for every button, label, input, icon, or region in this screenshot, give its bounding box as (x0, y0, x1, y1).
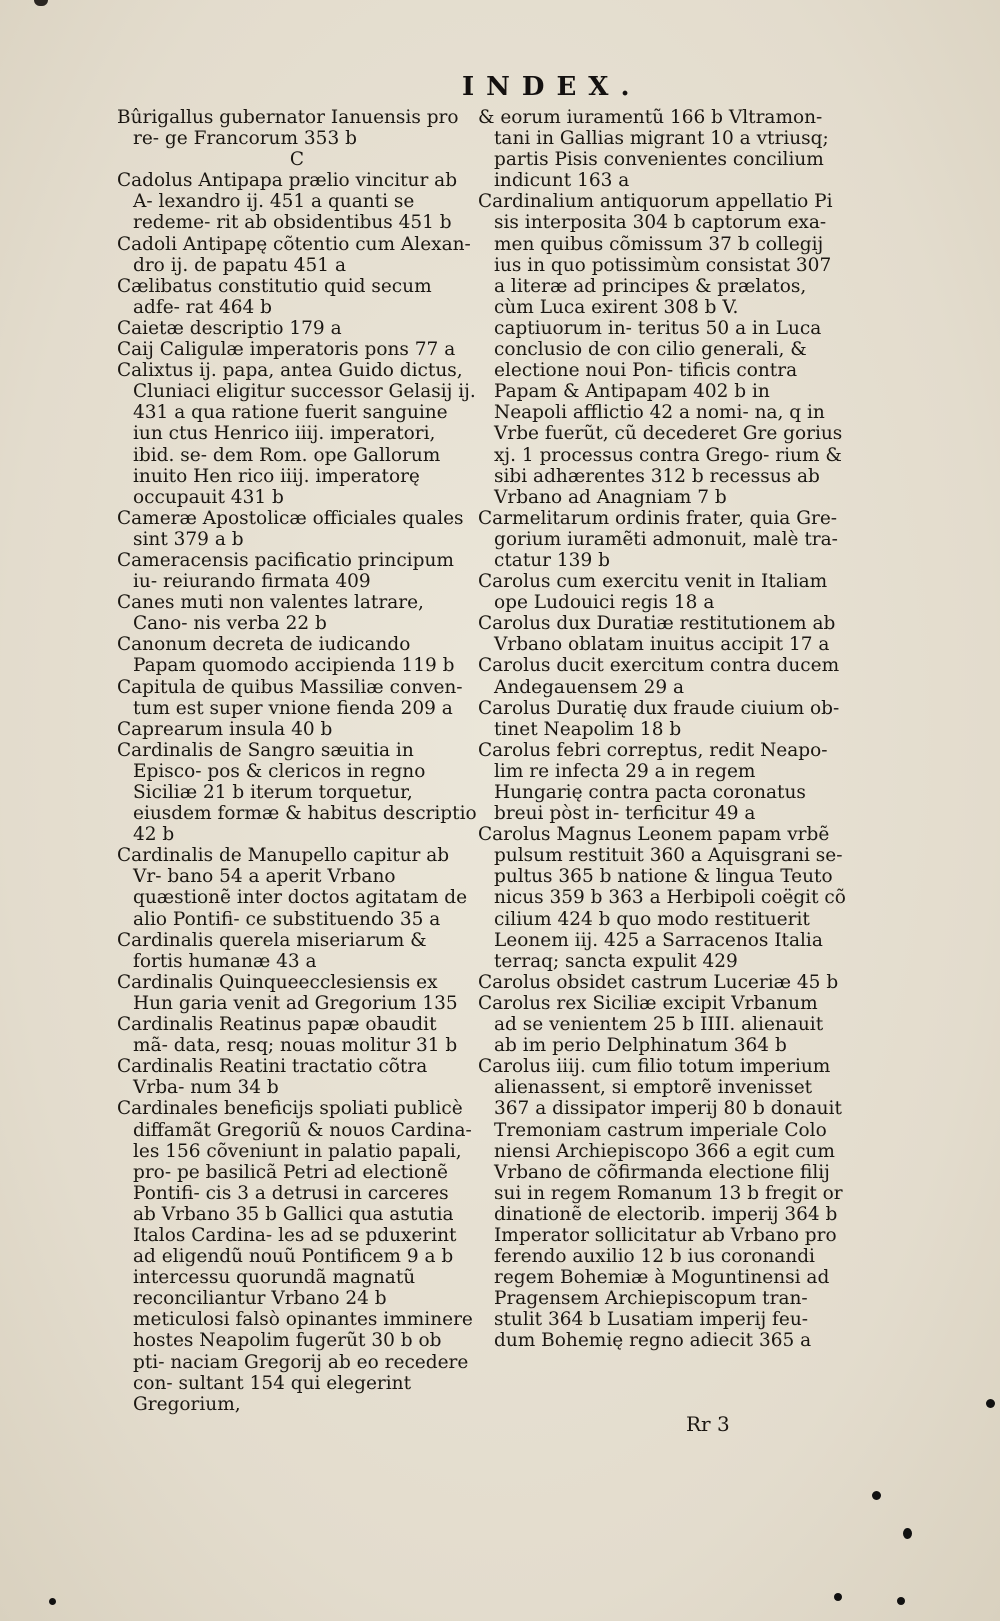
index-entry: Capitula de quibus Massiliæ conven- tum est super vnione fienda 209 a (117, 676, 463, 719)
ink-spot (897, 1597, 905, 1605)
ink-spot (903, 1528, 912, 1539)
index-entry: Cardinalis Reatini tractatio cõtra Vrba- num 34 b (117, 1056, 428, 1099)
index-entry: Canonum decreta de iudicando Papam quomodo accipienda 119 b (117, 634, 455, 677)
ink-spot (986, 1399, 995, 1408)
ink-spot (872, 1491, 881, 1500)
index-entry: Caietæ descriptio 179 a (117, 317, 342, 339)
index-entry: Carolus ducit exercitum contra ducem Andegauensem 29 a (478, 655, 840, 698)
index-entry: Cameracensis pacificatio principum iu- reiurando firmata 409 (117, 549, 454, 593)
ink-smudge (34, 0, 48, 6)
index-entry: Cardinalis querela miseriarum & fortis humanæ 43 a (117, 929, 427, 972)
index-entry: Carolus Magnus Leonem papam vrbẽ pulsum restituit 360 a Aquisgrani se- pultus 365 b natione & lingua Teuto nicus 359 b 363 a Herbipoli coëgit cõ cilium 424 b quo modo restituerit Leonem iij. 425 a Sarracenos Italia terraq; sancta expulit 429 (478, 824, 846, 972)
index-entry: Carolus febri correptus, redit Neapo- lim re infecta 29 a in regem Hungarię contra pacta coronatus breui pòst in- terficitur 49 a (478, 739, 828, 825)
index-entry: Cardinales beneficijs spoliati publicè diffamãt Gregoriũ & nouos Cardina- les 156 cõveniunt in palatio papali, pro- pe basilicã Petri ad electionẽ Pontifi- cis 3 a detrusi in carceres ab Vrbano 35 b Gallici qua astutia Italos Cardina- les ad se pduxerint ad eligendũ nouũ Pontificem 9 a b intercessu quorundã magnatũ reconciliantur Vrbano 24 b meticulosi falsò opinantes imminere hostes Neapolim fugerũt 30 b ob pti- naciam Gregorij ab eo recedere con- sultant 154 qui elegerint Gregorium, (117, 1098, 473, 1415)
index-entry: Carolus rex Siciliæ excipit Vrbanum ad se venientem 25 b IIII. alienauit ab im perio Delphinatum 364 b (478, 992, 824, 1057)
signature-mark: Rr 3 (686, 1412, 730, 1436)
section-letter: C (289, 149, 305, 171)
index-entry: Carolus Duratię dux fraude ciuium ob- tinet Neapolim 18 b (478, 697, 840, 740)
index-entry: Caprearum insula 40 b (117, 718, 333, 740)
index-entry: Cardinalium antiquorum appellatio Pi sis interposita 304 b captorum exa- men quibus cõmissum 37 b collegij ius in quo potissimùm consistat 307 a literæ ad principes & prælatos, cùm Luca exirent 308 b V. captiuorum in- teritus 50 a in Luca conclusio de con cilio generali, & electione noui Pon- tificis contra Papam & Antipapam 402 b in Neapoli afflictio 42 a nomi- na, q in Vrbe fuerũt, cũ decederet Gre gorius xj. 1 processus contra Grego- rium & sibi adhærentes 312 b recessus ab Vrbano ad Anagniam 7 b (478, 191, 843, 508)
index-entry: Caij Caligulæ imperatoris pons 77 a (117, 339, 456, 361)
index-entry: Carolus iiij. cum filio totum imperium alienassent, si emptorẽ invenisset 367 a dissipator imperij 80 b donauit Tremoniam castrum imperiale Colo niensi Archiepiscopo 366 a egit cum Vrbano de cõfirmanda electione filij sui in regem Romanum 13 b fregit or dinationẽ de electorib. imperij 364 b Imperator sollicitatur ab Vrbano pro ferendo auxilio 12 b ius coronandi regem Bohemiæ à Moguntinensi ad Pragensem Archiepiscopum tran- stulit 364 b Lusatiam imperij feu- dum Bohemię regno adiecit 365 a (478, 1056, 843, 1352)
index-entry: Cardinalis Quinqueecclesiensis ex Hun garia venit ad Gregorium 135 (117, 971, 458, 1014)
index-column-left (117, 107, 477, 1415)
page-header: INDEX. (462, 72, 642, 102)
index-entry: Cardinalis de Manupello capitur ab Vr- bano 54 a aperit Vrbano quæstionẽ inter doctos agitatam de alio Pontifi- ce substituendo 35 a (117, 845, 468, 930)
index-entry: Cardinalis de Sangro sæuitia in Episco- pos & clericos in regno Siciliæ 21 b iterum torquetur, eiusdem formæ & habitus descriptio 42 b (117, 739, 477, 846)
index-column-right (478, 107, 846, 1352)
index-entry: Bûrigallus gubernator Ianuensis pro re- ge Francorum 353 b (117, 107, 459, 150)
index-entry: Canes muti non valentes latrare, Cano- nis verba 22 b (117, 592, 424, 635)
index-entry: Carolus dux Duratiæ restitutionem ab Vrbano oblatam inuitus accipit 17 a (478, 613, 836, 656)
index-entry: Cadoli Antipapę cõtentio cum Alexan- dro ij. de papatu 451 a (117, 233, 471, 276)
index-entry: Carolus cum exercitu venit in Italiam ope Ludouici regis 18 a (478, 571, 828, 614)
ink-spot (834, 1593, 842, 1601)
index-entry: Cardinalis Reatinus papæ obaudit mã- data, resq; nouas molitur 31 b (117, 1014, 458, 1057)
index-entry: & eorum iuramentũ 166 b Vltramon- tani in Gallias migrant 10 a vtriusq; partis Pisis convenientes concilium indicunt 163 a (478, 107, 829, 192)
index-entry: Carmelitarum ordinis frater, quia Gre- gorium iuramẽti admonuit, malè tra- ctatur 139 b (478, 507, 838, 571)
index-entry: Cameræ Apostolicæ officiales quales sint 379 a b (117, 507, 464, 550)
index-entry: Cadolus Antipapa prælio vincitur ab A- lexandro ij. 451 a quanti se redeme- rit ab obsidentibus 451 b (117, 170, 458, 234)
index-entry: Calixtus ij. papa, antea Guido dictus, Cluniaci eligitur successor Gelasij ij. 431 a qua ratione fuerit sanguine iun ctus Henrico iiij. imperatori, ibid. se- dem Rom. ope Gallorum inuito Hen rico iiij. imperatorę occupauit 431 b (117, 360, 476, 508)
ink-spot (49, 1598, 56, 1605)
index-entry: Carolus obsidet castrum Luceriæ 45 b (478, 971, 839, 993)
index-entry: Cælibatus constitutio quid secum adfe- rat 464 b (117, 275, 432, 318)
